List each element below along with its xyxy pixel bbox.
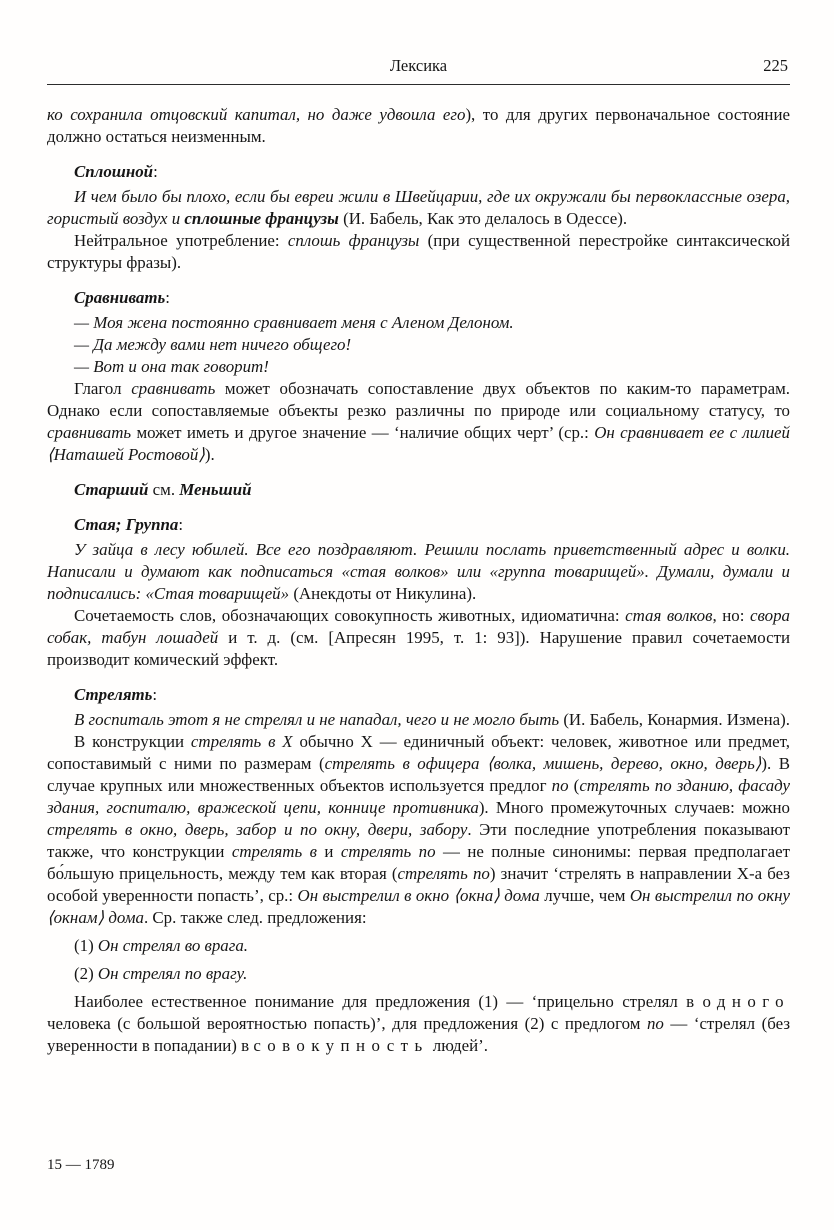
text-run: стрелять в окно, дверь, забор и по окну, двери, забору [47,820,468,839]
text-run: Сочетаемость слов, обозначающих совокупность животных, идиоматична: [74,606,626,625]
page-body [47,104,790,1057]
text-run: Глагол [74,379,132,398]
text-run: ) значит ‘стрелять в направлении X-а без особой уверенности попасть’, ср.: [47,864,790,905]
text-run: сравнивать [131,379,216,398]
text-run: ко сохранила отцовский капитал, но даже удвоила его [47,105,466,124]
text-run: (1) [74,936,98,955]
text-run: ). [204,445,215,464]
paragraph [47,991,790,1057]
dialogue [47,334,790,356]
text-run: (Анекдоты от Никулина). [293,584,477,603]
paragraph [47,230,790,274]
text-run: : [152,685,158,704]
text-run: Наиболее естественное понимание для предложения (1) — ‘прицельно стрелял в [74,992,703,1011]
text-run: стрелять в X [190,732,293,751]
text-run: (И. Бабель, Конармия. Измена). [563,710,790,729]
text-run: Он выстрелил в окно ⟨окна⟩ дома [297,886,540,905]
text-run: одного [702,992,790,1011]
text-run: стая волков [625,606,713,625]
text-run: . Ср. также след. предложения: [143,908,367,927]
text-run: (при существенной перестройке синтаксической структуры фразы). [47,231,791,272]
page-footer [47,1157,115,1174]
text-run: (2) [74,964,98,983]
text-run: У зайца в лесу юбилей. Все его поздравляют. Решили послать приветственный адрес и волки. Написали и думают как подписаться «стая волков» или «группа товарищей». Думали, думали и подписались: «Стая товарищей» [47,540,790,603]
text-run: И чем было бы плохо, если бы евреи жили в Швейцарии, где их окружали бы первоклассные озера, гористый воздух и [47,187,790,228]
text-run: стрелять по зданию, фасаду здания, госпиталю, вражеской цепи, коннице противника [47,776,790,817]
text-run: В госпиталь этот я не стрелял и не нападал, чего и не могло быть [74,710,564,729]
text-run: ). Много промежуточных случаев: можно [478,798,790,817]
text-run: — ‘стрелял (без уверенности в попадании) в [47,1014,790,1055]
text-run: ). В случае крупных или множественных объектов используется предлог [47,754,790,795]
page-header [47,56,790,80]
paragraph [47,605,790,671]
paragraph [47,731,790,929]
text-run: стрелять по [397,864,490,883]
text-run: людей’. [428,1036,488,1055]
text-run: Нейтральное употребление: [74,231,288,250]
example [47,935,790,957]
print-signature: 15 — 1789 [47,1157,115,1173]
text-run: и т. д. (см. [Апресян 1995, т. 1: 93]). Нарушение правил сочетаемости производит комический эффект. [47,628,790,669]
text-run: ( [568,776,580,795]
text-run: В конструкции [74,732,191,751]
text-run: совокупность [253,1036,429,1055]
text-run: ), то для других первоначальное состояние должно остаться неизменным. [47,105,791,146]
continuation [47,104,790,148]
text-run: лучше, чем [539,886,630,905]
text-run: Стрелять [74,685,153,704]
text-run: Меньший [179,480,252,499]
text-run: Он стрелял по врагу. [97,964,248,983]
text-run: человека (с большой вероятностью попасть)’, для предложения (2) с предлогом [47,1014,647,1033]
text-run: сплошь французы [287,231,420,250]
text-run: Он стрелял во врага. [97,936,248,955]
text-run: : [178,515,184,534]
text-run: Сплошной [74,162,154,181]
text-run: обычно X — единичный объект: человек, животное или предмет, сопоставимый с ними по размерам ( [47,732,790,773]
header-rule [47,84,790,85]
entry [47,514,790,536]
dialogue [47,356,790,378]
entry [47,479,790,501]
text-run: и [316,842,341,861]
text-run: . Эти последние употребления показывают также, что конструкции [47,820,791,861]
text-run: по [646,1014,664,1033]
example [47,963,790,985]
text-run: Стая; Группа [74,515,179,534]
entry [47,287,790,309]
text-run: Сравнивать [74,288,166,307]
text-run: сплошные французы [184,209,339,228]
text-run: может иметь и другое значение — ‘наличие общих черт’ (ср.: [131,423,595,442]
text-run: Старший [74,480,149,499]
quote [47,709,790,731]
text-run: — Моя жена постоянно сравнивает меня с Аленом Делоном. [74,313,514,332]
quote [47,539,790,605]
dialogue [47,312,790,334]
text-run: может обозначать сопоставление двух объектов по каким-то параметрам. Однако если сопоставляемые объекты резко различны по природе или социальному статусу, то [47,379,790,420]
text-run: стрелять в [231,842,317,861]
text-run: стрелять в офицера ⟨волка, мишень, дерево, окно, дверь⟩ [324,754,762,773]
text-run: : [153,162,158,181]
text-run: сравнивать [47,423,132,442]
running-title: Лексика [389,56,448,75]
text-run: (И. Бабель, Как это делалось в Одессе). [338,209,628,228]
text-run: — не полные синонимы: первая предполагает бо́льшую прицельность, между тем как вторая ( [47,842,790,883]
entry [47,161,790,183]
entry [47,684,790,706]
text-run: : [165,288,170,307]
text-run: свора собак, табун лошадей [47,606,790,647]
text-run: см. [148,480,180,499]
paragraph [47,378,790,466]
text-run: Он выстрелил по окну ⟨окнам⟩ дома [47,886,790,927]
text-run: — Да между вами нет ничего общего! [74,335,352,354]
text-run: — Вот и она так говорит! [74,357,269,376]
quote [47,186,790,230]
text-run: , но: [712,606,751,625]
text-run: по [551,776,569,795]
text-run: стрелять по [340,842,436,861]
page-number: 225 [763,56,788,75]
text-run: Он сравнивает ее с лилией ⟨Наташей Ростовой⟩ [47,423,790,464]
